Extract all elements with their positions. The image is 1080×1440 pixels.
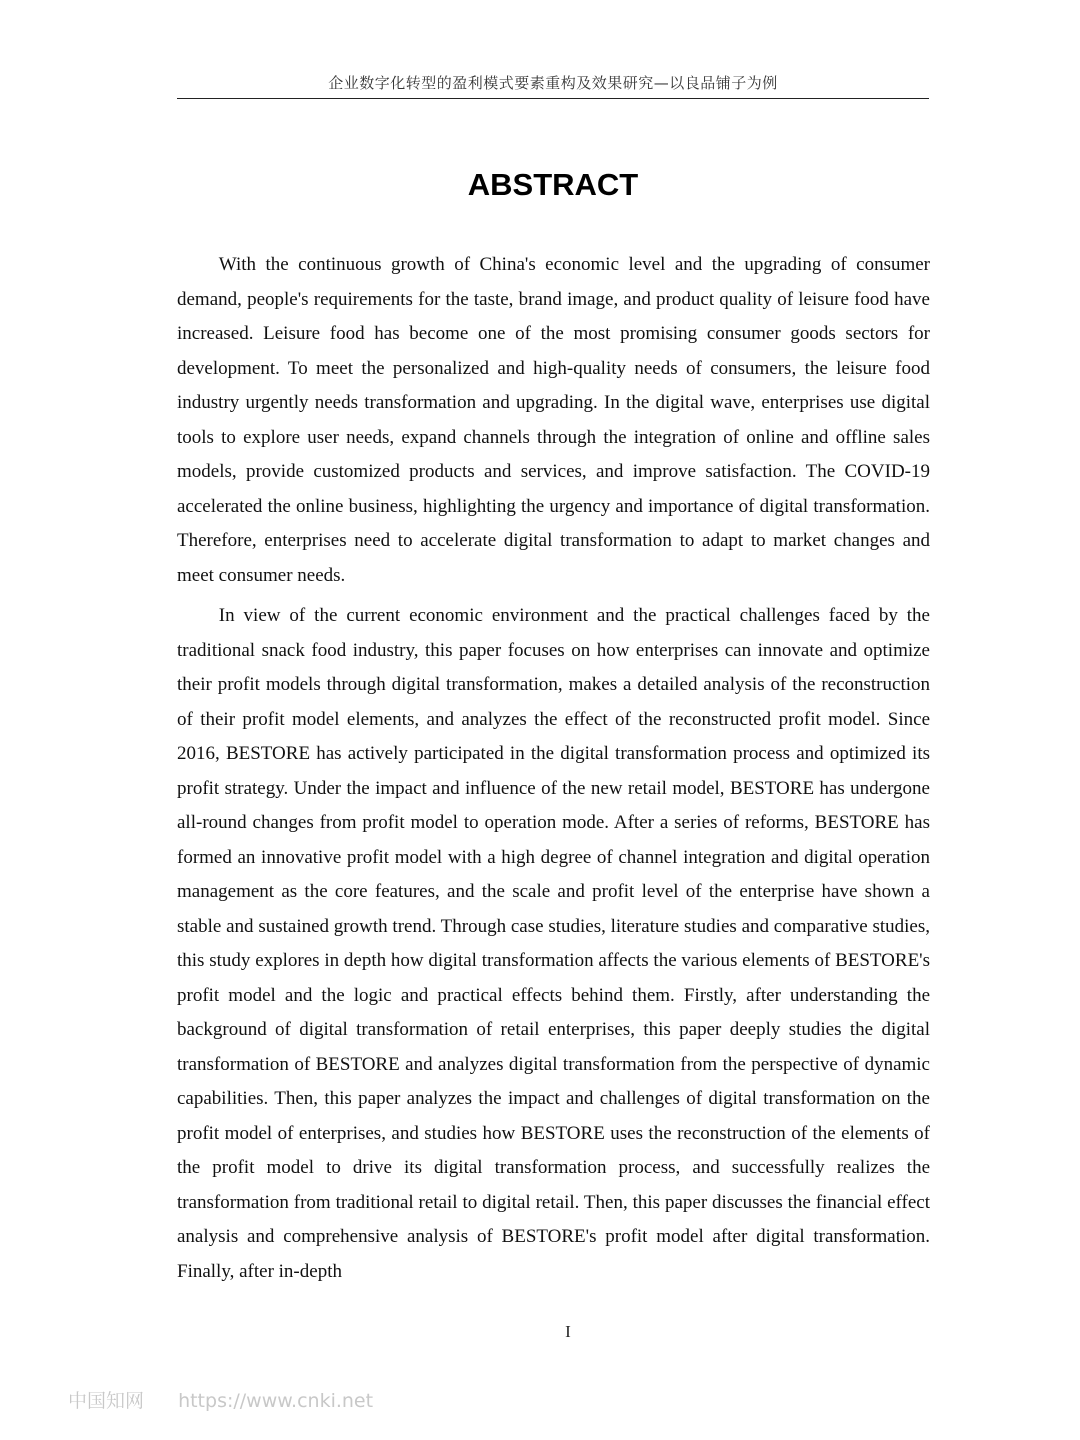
- page-number: I: [565, 1322, 571, 1341]
- watermark-url: https://www.cnki.net: [178, 1390, 374, 1412]
- header-rule: [177, 98, 929, 99]
- running-header: 企业数字化转型的盈利模式要素重构及效果研究—以良品铺子为例: [328, 74, 778, 92]
- abstract-paragraph-2: In view of the current economic environment and the practical challenges faced by the traditional snack food industry, this paper focuses on how enterprises can innovate and optimize their profit models through digital transformation, makes a detailed analysis of the reconstruction of their profit model elements, and analyzes the effect of the reconstructed profit model. Since 2016, BESTORE has actively participated in the digital transformation process and optimized its profit strategy. Under the impact and influence of the new retail model, BESTORE has undergone all-round changes from profit model to operation mode. After a series of reforms, BESTORE has formed an innovative profit model with a high degree of channel integration and digital operation management as the core features, and the scale and profit level of the enterprise have shown a stable and sustained growth trend. Through case studies, literature studies and comparative studies, this study explores in depth how digital transformation affects the various elements of BESTORE's profit model and the logic and practical effects behind them. Firstly, after understanding the background of digital transformation of retail enterprises, this paper deeply studies the digital transformation of BESTORE and analyzes digital transformation from the perspective of dynamic capabilities. Then, this paper analyzes the impact and challenges of digital transformation on the profit model of enterprises, and studies how BESTORE uses the reconstruction of the elements of the profit model to drive its digital transformation process, and successfully realizes the transformation from traditional retail to digital retail. Then, this paper discusses the financial effect analysis and comprehensive analysis of BESTORE's profit model after digital transformation. Finally, after in-depth: [177, 605, 930, 1282]
- abstract-paragraph-1: With the continuous growth of China's economic level and the upgrading of consumer demand, people's requirements for the taste, brand image, and product quality of leisure food have increased. Leisure food has become one of the most promising consumer goods sectors for development. To meet the personalized and high-quality needs of consumers, the leisure food industry urgently needs transformation and upgrading. In the digital wave, enterprises use digital tools to explore user needs, expand channels through the integration of online and offline sales models, provide customized products and services, and improve satisfaction. The COVID-19 accelerated the online business, highlighting the urgency and importance of digital transformation. Therefore, enterprises need to accelerate digital transformation to adapt to market changes and meet consumer needs.: [177, 254, 930, 586]
- abstract-title: ABSTRACT: [467, 167, 639, 202]
- watermark-brand: 中国知网: [68, 1390, 145, 1412]
- abstract-body: [177, 248, 930, 1295]
- cnki-watermark: [68, 1386, 373, 1413]
